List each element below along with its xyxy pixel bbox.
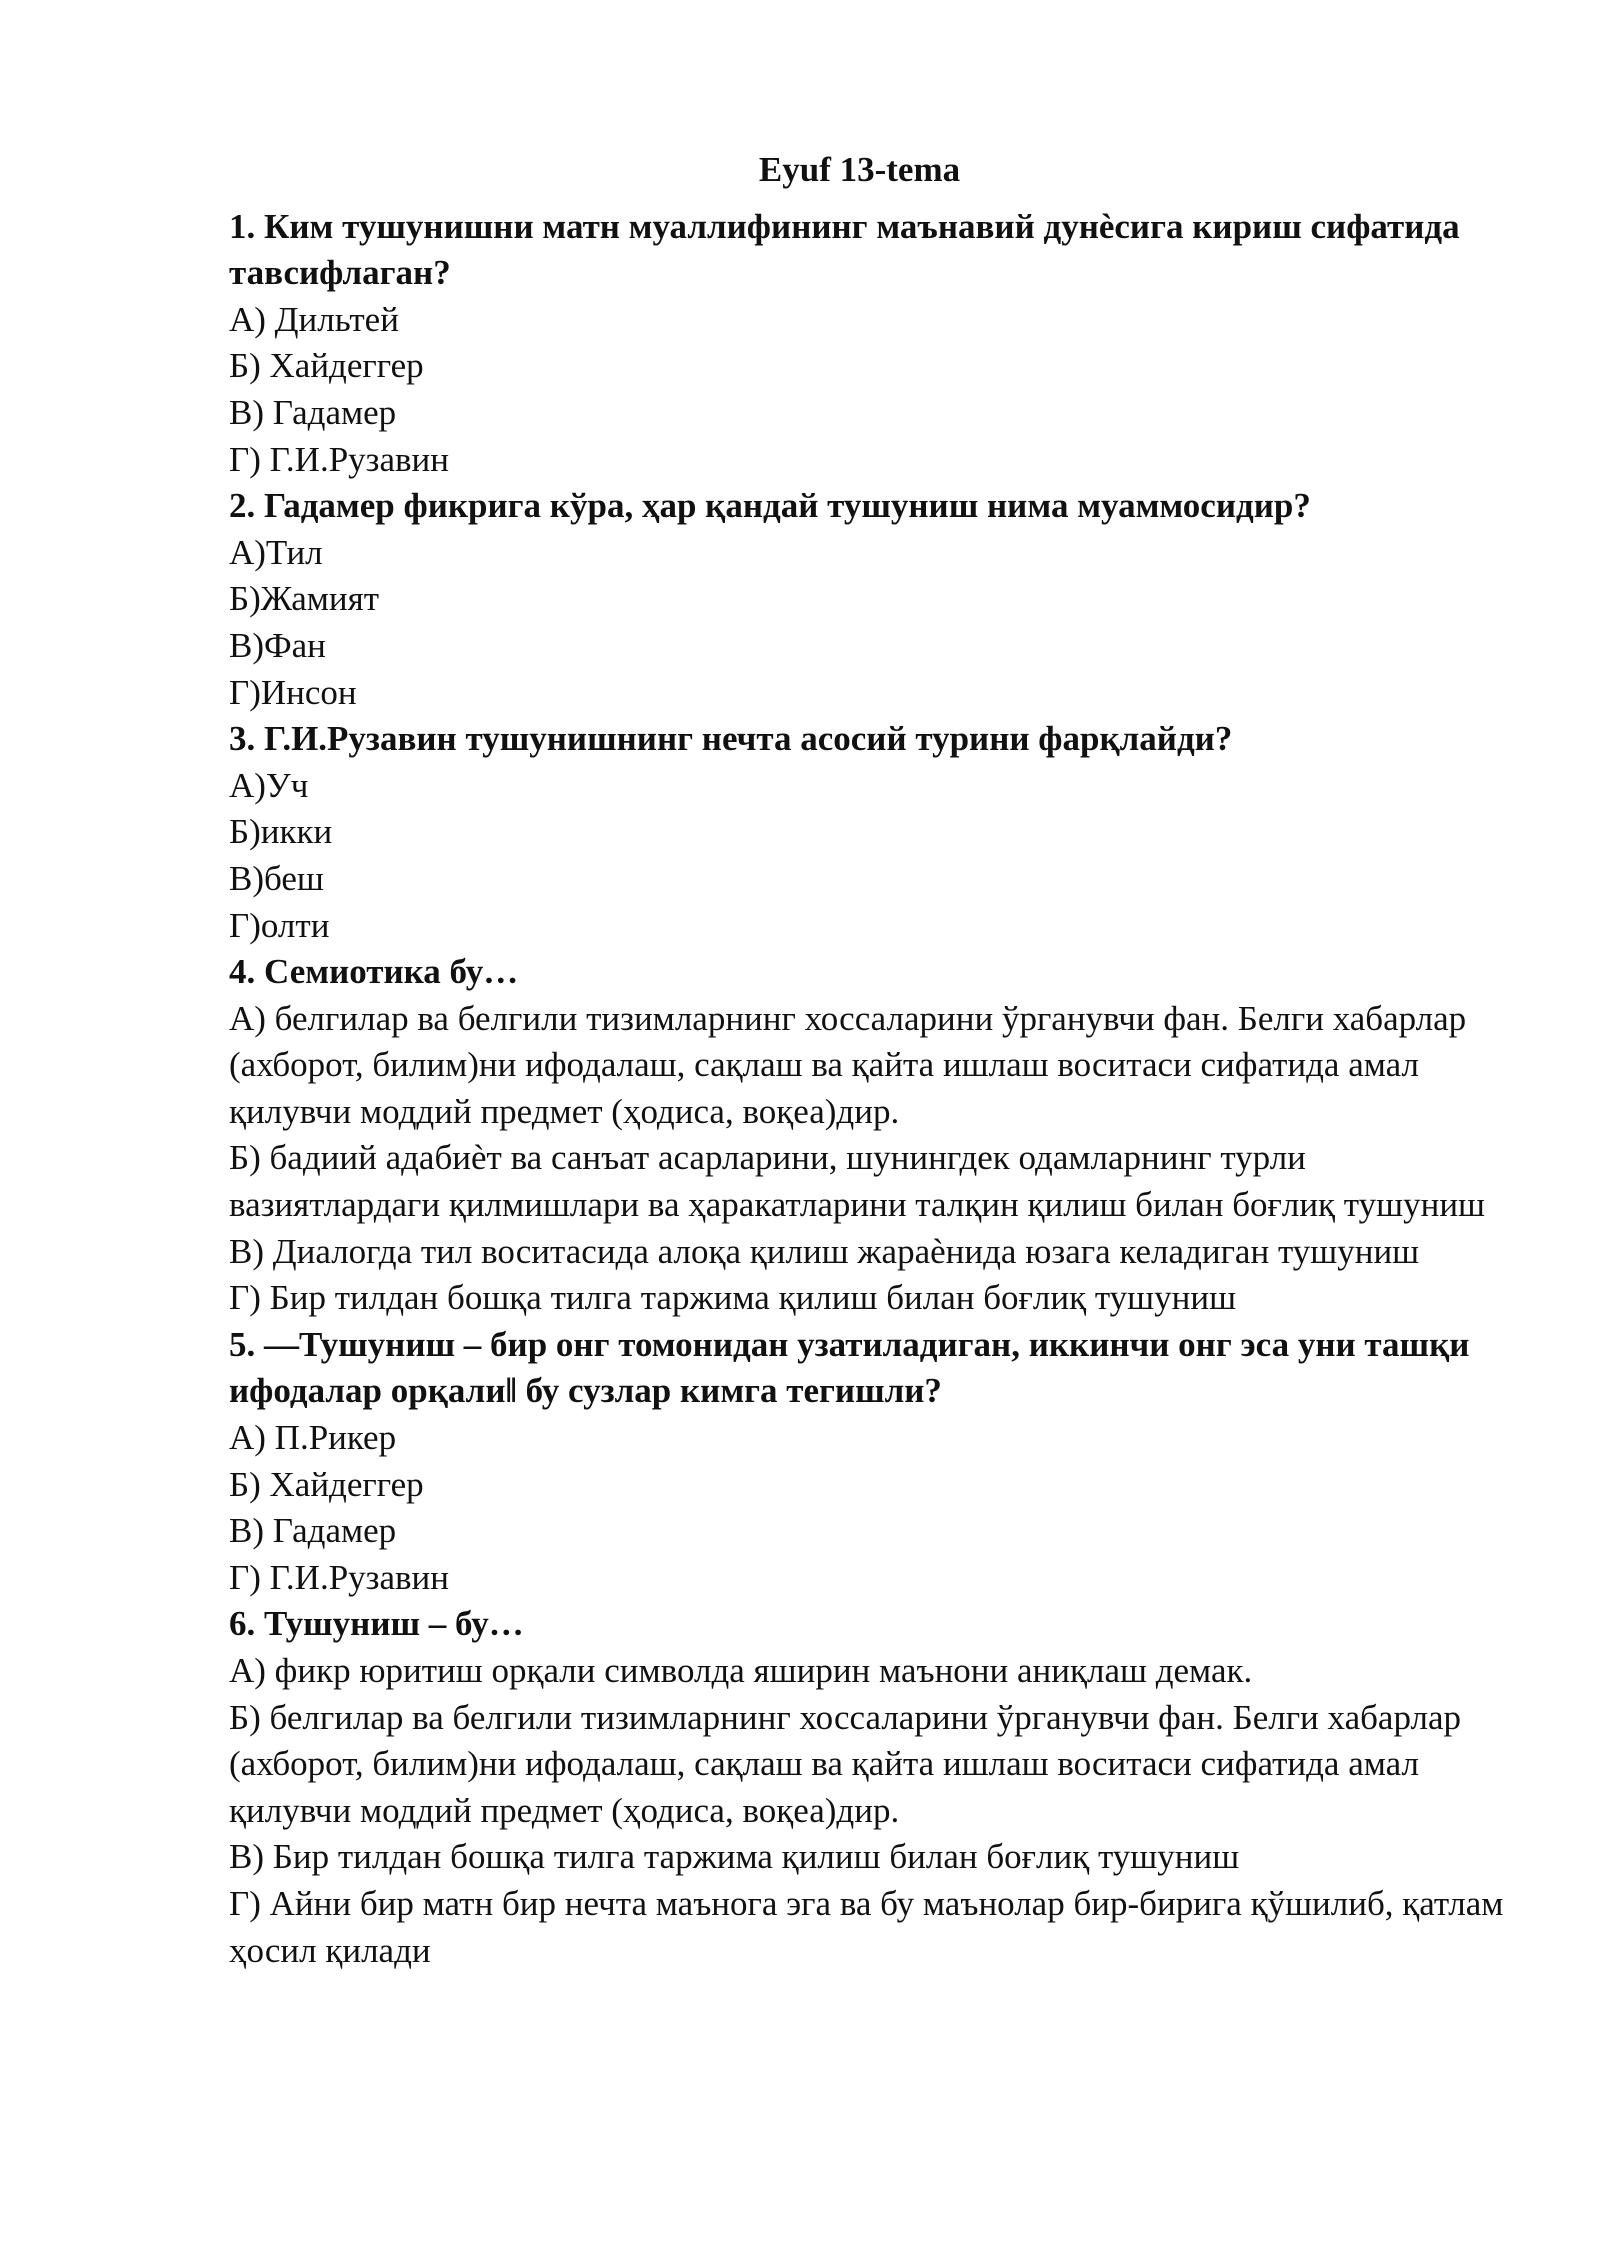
answer-option-a: А) белгилар ва белгили тизимларнинг хоссаларини ўрганувчи фан. Белги хабарлар (ахборот, билим)ни ифодалаш, сақлаш ва қайта ишлаш воситаси сифатида амал қилувчи моддий предмет (ҳодиса, воқеа)дир. [229, 998, 1467, 1131]
answer-option-b: Б)Жамият [229, 579, 380, 619]
answer-option-g: Г) Айни бир матн бир нечта маънога эга ва бу маънолар бир-бирига қўшилиб, қатлам ҳосил қилади [229, 1883, 1504, 1970]
answer-option-b: Б)икки [229, 812, 333, 852]
answer-option-a: А) П.Рикер [229, 1418, 397, 1458]
answer-option-b: Б) Хайдеггер [229, 346, 424, 386]
question-5 [229, 1322, 1519, 1602]
question-text: 5. ―Тушуниш – бир онг томонидан узатиладиган, иккинчи онг эса уни ташқи ифодалар орқали‖ бу сузлар кимга тегишли? [229, 1324, 1470, 1411]
document-content [229, 147, 1519, 1974]
answer-option-v: В)Фан [229, 625, 326, 665]
question-text: 3. Г.И.Рузавин тушунишнинг нечта асосий турини фарқлайди? [229, 719, 1233, 759]
answer-option-v: В) Бир тилдан бошқа тилга таржима қилиш билан боғлиқ тушуниш [229, 1837, 1240, 1877]
answer-option-v: В) Гадамер [229, 392, 397, 432]
question-text: 4. Семиотика бу… [229, 952, 519, 992]
answer-option-g: Г) Бир тилдан бошқа тилга таржима қилиш билан боғлиқ тушуниш [229, 1278, 1237, 1318]
answer-option-a: А)Тил [229, 532, 323, 572]
question-text: 1. Ким тушунишни матн муаллифининг маънавий дунѐсига кириш сифатида тавсифлаган? [229, 206, 1460, 293]
answer-option-g: Г)олти [229, 905, 330, 945]
question-3 [229, 716, 1519, 949]
answer-option-a: А) Дильтей [229, 299, 399, 339]
answer-option-g: Г) Г.И.Рузавин [229, 439, 450, 479]
answer-option-b: Б) бадиий адабиѐт ва санъат асарларини, шунингдек одамларнинг турли вазиятлардаги қилмишлари ва ҳаракатларини талқин қилиш билан боғлиқ тушуниш [229, 1138, 1486, 1225]
question-6 [229, 1601, 1519, 1974]
answer-option-g: Г) Г.И.Рузавин [229, 1557, 450, 1597]
answer-option-a: А) фикр юритиш орқали символда яширин маънони аниқлаш демак. [229, 1651, 1253, 1690]
question-4 [229, 949, 1519, 1322]
answer-option-v: В) Гадамер [229, 1511, 397, 1551]
answer-option-v: В) Диалогда тил воситасида алоқа қилиш жараѐнида юзага келадиган тушуниш [229, 1231, 1420, 1271]
document-title: Eyuf 13-tema [758, 150, 961, 189]
answer-option-b: Б) белгилар ва белгили тизимларнинг хоссаларини ўрганувчи фан. Белги хабарлар (ахборот, билим)ни ифодалаш, сақлаш ва қайта ишлаш воситаси сифатида амал қилувчи моддий предмет (ҳодиса, воқеа)дир. [229, 1697, 1461, 1830]
question-text: 2. Гадамер фикрига кўра, ҳар қандай тушуниш нима муаммосидир? [229, 486, 1311, 526]
question-text: 6. Тушуниш – бу… [229, 1604, 524, 1644]
answer-option-v: В)беш [229, 858, 324, 898]
answer-option-b: Б) Хайдеггер [229, 1464, 424, 1504]
answer-option-a: А)Уч [229, 765, 309, 805]
question-2 [229, 483, 1519, 716]
question-1 [229, 204, 1519, 484]
answer-option-g: Г)Инсон [229, 672, 357, 712]
